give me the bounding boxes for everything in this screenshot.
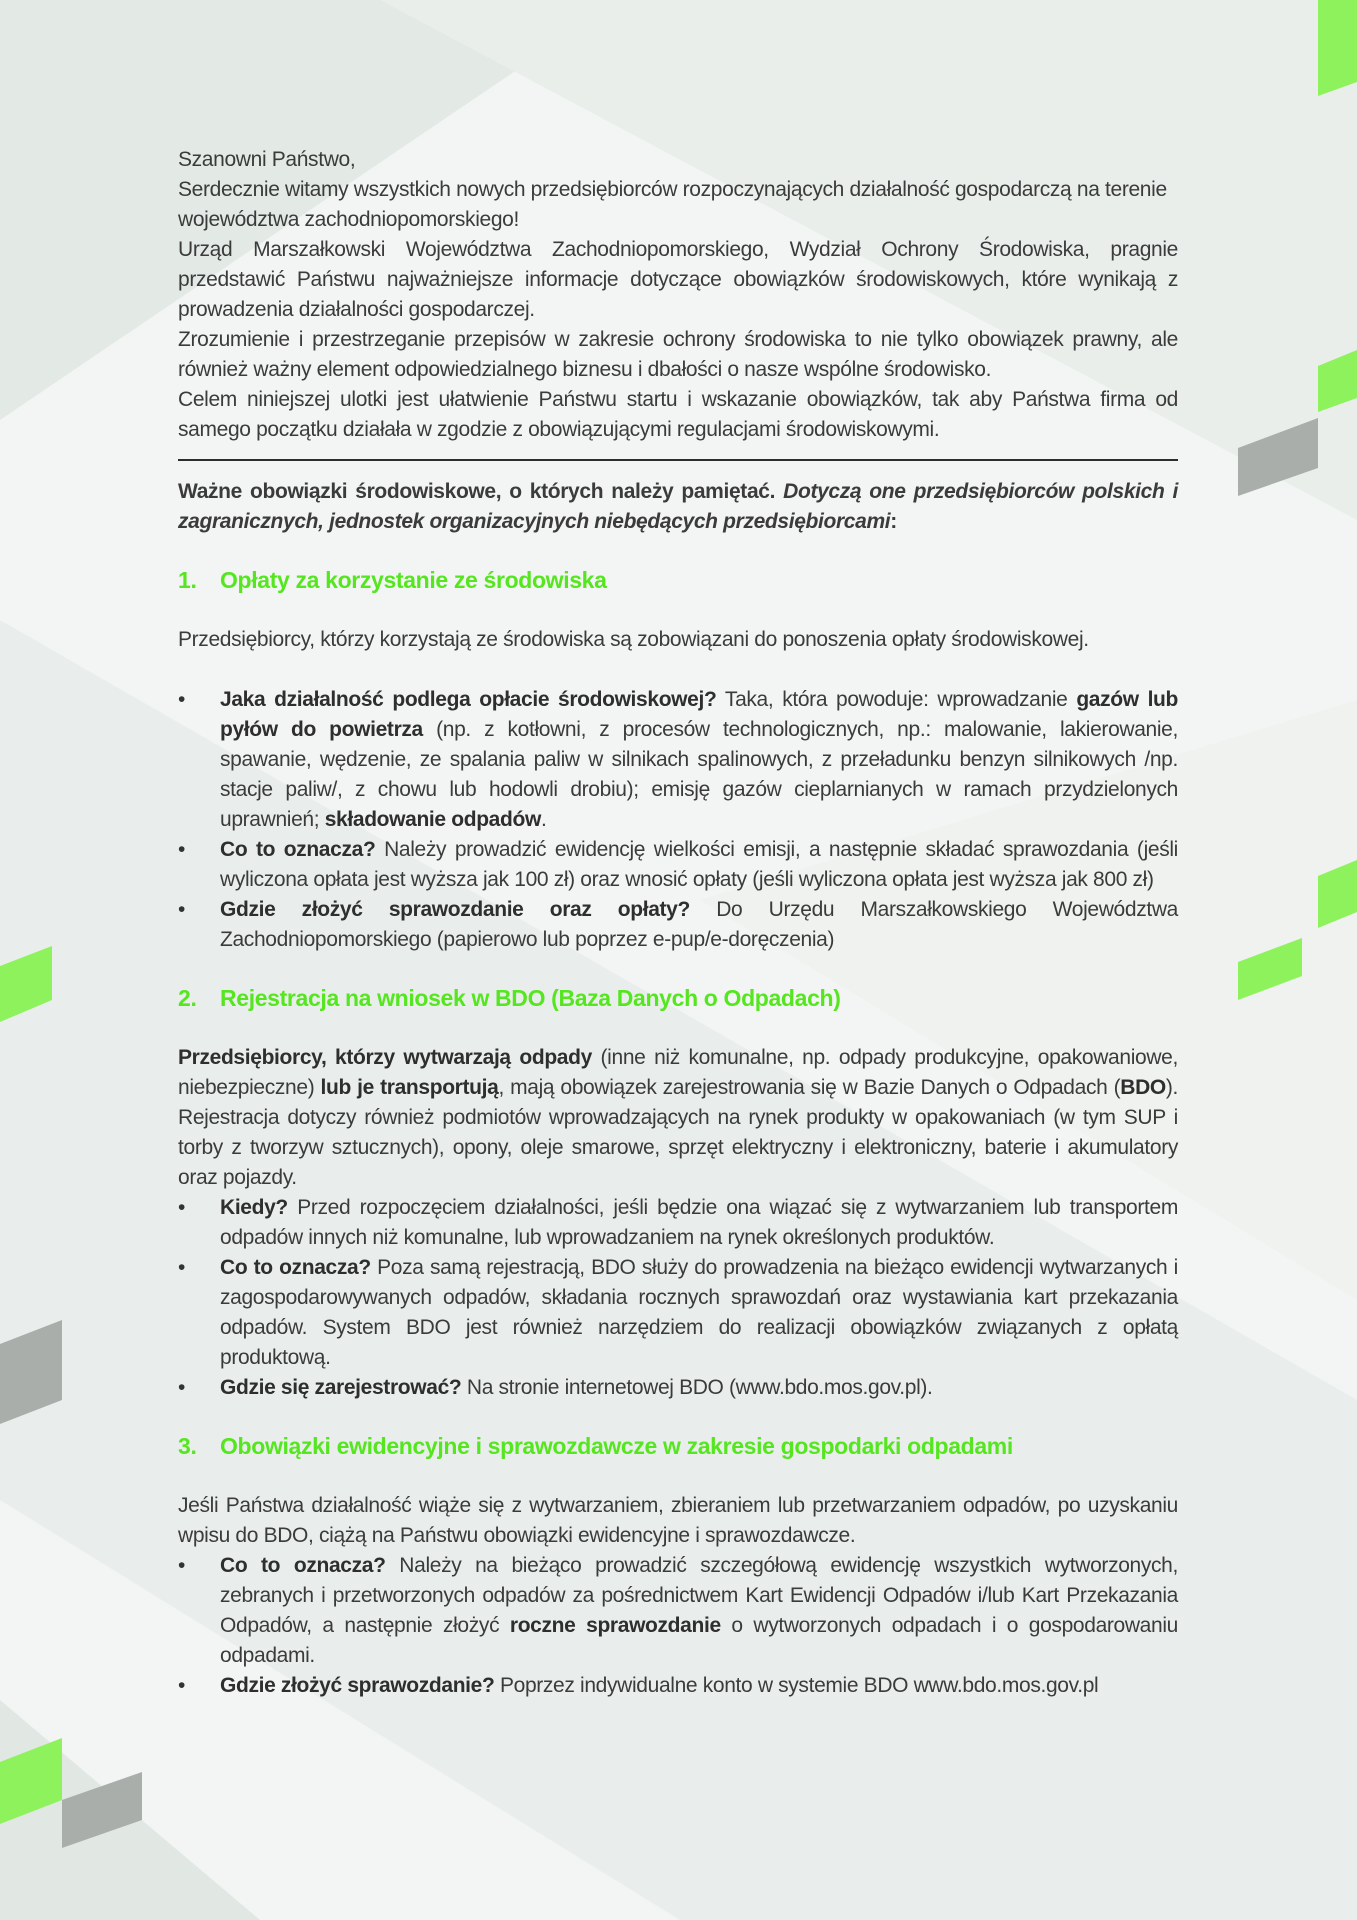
divider [178,459,1178,461]
important-note-colon: : [890,510,897,533]
important-note-italic: Dotyczą one przedsiębiorców polskich i zagranicznych, jednostek organizacyjnych niebędących przedsiębiorcami [178,480,1178,533]
section-1-heading [178,565,1178,595]
section-1-list [178,685,1178,955]
section-1-number: 1. [178,567,197,593]
section-2-paragraph: Przedsiębiorcy, którzy wytwarzają odpady (inne niż komunalne, np. odpady produkcyjne, opakowaniowe, niebezpieczne) lub je transportują, mają obowiązek zarejestrowania się w Bazie Danych o Odpadach (BDO). Rejestracja dotyczy również podmiotów wprowadzających na rynek produkty w opakowaniach (w tym SUP i torby z tworzyw sztucznych), opony, oleje smarowe, sprzęt elektryczny i elektroniczny, baterie i akumulatory oraz pojazdy. [178,1046,1179,1189]
bullet-question: Co to oznacza? [220,838,376,861]
bullet-question: Kiedy? [220,1196,288,1219]
document-body [178,145,1178,1701]
list-item: • Co to oznacza? Poza samą rejestracją, BDO służy do prowadzenia na bieżąco ewidencji wytwarzanych i zagospodarowywanych odpadów, składania rocznych sprawozdań oraz wystawiania kart przekazania odpadów. System BDO jest również narzędziem do realizacji obowiązków związanych z opłatą produktową. [178,1253,1178,1373]
greeting: Szanowni Państwo, [178,148,356,171]
section-3-heading [178,1431,1178,1461]
list-item: • Jaka działalność podlega opłacie środowiskowej? Taka, która powoduje: wprowadzanie gazów lub pyłów do powietrza (np. z kotłowni, z procesów technologicznych, np.: malowanie, lakierowanie, spawanie, wędzenie, ze spalania paliw w silnikach spalinowych, z przeładunku benzyn silnikowych /np. stacje paliw/, z chowu lub hodowli drobiu); emisję gazów cieplarnianych w ramach przydzielonych uprawnień; składowanie odpadów. [178,685,1178,835]
list-item: • Gdzie się zarejestrować? Na stronie internetowej BDO (www.bdo.mos.gov.pl). [178,1373,1178,1403]
important-note [178,477,1178,537]
section-3-intro: Jeśli Państwa działalność wiąże się z wytwarzaniem, zbieraniem lub przetwarzaniem odpadów, po uzyskaniu wpisu do BDO, ciążą na Państwu obowiązki ewidencyjne i sprawozdawcze. [178,1494,1178,1547]
bullet-question: Jaka działalność podlega opłacie środowiskowej? [220,688,717,711]
list-item: • Co to oznacza? Należy prowadzić ewidencję wielkości emisji, a następnie składać sprawozdania (jeśli wyliczona opłata jest wyższa jak 100 zł) oraz wnosić opłaty (jeśli wyliczona opłata jest wyższa jak 800 zł) [178,835,1178,895]
section-2-number: 2. [178,985,197,1011]
list-item: • Gdzie złożyć sprawozdanie? Poprzez indywidualne konto w systemie BDO www.bdo.mos.gov.pl [178,1671,1178,1701]
understanding-text: Zrozumienie i przestrzeganie przepisów w zakresie ochrony środowiska to nie tylko obowiązek prawny, ale również ważny element odpowiedzialnego biznesu i dbałości o nasze wspólne środowisko. [178,328,1178,381]
bullet-question: Gdzie złożyć sprawozdanie? [220,1674,495,1697]
important-note-bold: Ważne obowiązki środowiskowe, o których należy pamiętać. [178,480,776,503]
section-1-title: Opłaty za korzystanie ze środowiska [220,567,607,593]
section-3-number: 3. [178,1433,197,1459]
list-item: • Gdzie złożyć sprawozdanie oraz opłaty? Do Urzędu Marszałkowskiego Województwa Zachodniopomorskiego (papierowo lub poprzez e-pup/e-doręczenia) [178,895,1178,955]
bullet-question: Gdzie się zarejestrować? [220,1376,462,1399]
bullet-question: Gdzie złożyć sprawozdanie oraz opłaty? [220,898,690,921]
purpose-text: Celem niniejszej ulotki jest ułatwienie Państwu startu i wskazanie obowiązków, tak aby Państwa firma od samego początku działała w zgodzie z obowiązującymi regulacjami środowiskowymi. [178,388,1178,441]
list-item: • Co to oznacza? Należy na bieżąco prowadzić szczegółową ewidencję wszystkich wytworzonych, zebranych i przetworzonych odpadów za pośrednictwem Kart Ewidencji Odpadów i/lub Kart Przekazania Odpadów, a następnie złożyć roczne sprawozdanie o wytworzonych odpadach i o gospodarowaniu odpadami. [178,1551,1178,1671]
list-item: • Kiedy? Przed rozpoczęciem działalności, jeśli będzie ona wiązać się z wytwarzaniem lub transportem odpadów innych niż komunalne, lub wprowadzaniem na rynek określonych produktów. [178,1193,1178,1253]
bullet-question: Co to oznacza? [220,1256,371,1279]
section-3-title: Obowiązki ewidencyjne i sprawozdawcze w zakresie gospodarki odpadami [220,1433,1013,1459]
section-1-intro: Przedsiębiorcy, którzy korzystają ze środowiska są zobowiązani do ponoszenia opłaty środowiskowej. [178,628,1089,651]
section-3-list [178,1551,1178,1701]
welcome-text: Serdecznie witamy wszystkich nowych przedsiębiorców rozpoczynających działalność gospodarczą na terenie województwa zachodniopomorskiego! [178,178,1167,231]
section-2-title: Rejestracja na wniosek w BDO (Baza Danych o Odpadach) [220,985,841,1011]
green-accent-top-right [1318,0,1357,96]
section-2-list [178,1193,1178,1403]
section-2-heading [178,983,1178,1013]
office-text: Urząd Marszałkowski Województwa Zachodniopomorskiego, Wydział Ochrony Środowiska, pragnie przedstawić Państwu najważniejsze informacje dotyczące obowiązków środowiskowych, które wynikają z prowadzenia działalności gospodarczej. [178,238,1178,321]
bullet-question: Co to oznacza? [220,1554,386,1577]
